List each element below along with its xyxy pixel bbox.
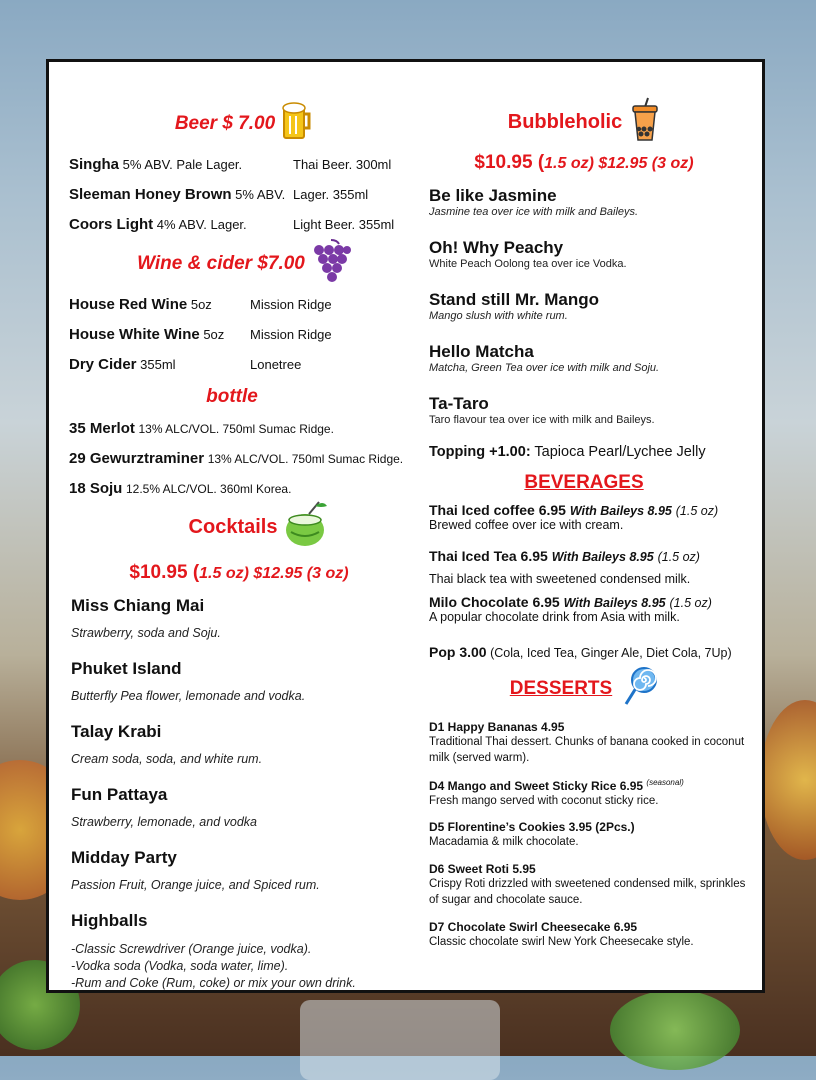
- price-small-unit: 1.5 oz): [544, 155, 594, 172]
- list-item: [429, 394, 749, 444]
- left-column: [69, 102, 409, 992]
- right-column: [429, 102, 749, 950]
- item-detail: 5% ABV. Pale Lager.: [122, 157, 243, 172]
- bubble-title: Bubbleholic: [507, 110, 623, 133]
- list-item: [429, 920, 749, 950]
- list-item: [429, 290, 749, 342]
- item-name: Miss Chiang Mai: [71, 596, 205, 615]
- item-note: Lonetree: [250, 357, 302, 372]
- item-name: Ta-Taro: [429, 394, 489, 413]
- list-item: [69, 150, 409, 180]
- item-note: Thai Beer. 300ml: [293, 157, 392, 172]
- list-item: [71, 785, 409, 848]
- mint-deco-right: [610, 990, 740, 1070]
- beverages-heading: [419, 472, 749, 494]
- bubble-list: [429, 186, 749, 460]
- list-item: [71, 659, 409, 722]
- list-item: [71, 848, 409, 911]
- item-desc: Traditional Thai dessert. Chunks of banana cooked in coconut milk (served warm).: [429, 736, 745, 764]
- beer-list: [69, 150, 409, 240]
- item-detail: 4% ABV. Lager.: [156, 217, 247, 232]
- item-desc: Jasmine tea over ice with milk and Baileys.: [429, 206, 639, 218]
- item-tag: (seasonal): [646, 778, 684, 787]
- wine-title: Wine & cider $7.00: [137, 253, 305, 274]
- item-name: House Red Wine: [69, 296, 188, 313]
- cocktails-heading: [109, 500, 409, 554]
- list-item: [429, 342, 749, 394]
- item-desc: Macadamia & milk chocolate.: [429, 836, 579, 848]
- item-desc: Fresh mango served with coconut sticky rice.: [429, 795, 659, 807]
- item-desc: Crispy Roti drizzled with sweetened condensed milk, sprinkles of sugar and chocolate sauce.: [429, 878, 746, 906]
- item-name: Be like Jasmine: [429, 186, 557, 205]
- item-desc: Taro flavour tea over ice with milk and Baileys.: [429, 414, 655, 426]
- grapes-icon: [311, 238, 351, 290]
- item-name: Milo Chocolate 6.95: [429, 594, 560, 610]
- price-small: $10.95 (: [129, 562, 200, 583]
- item-desc: -Vodka soda (Vodka, soda water, lime).: [71, 959, 289, 973]
- item-detail: 13% ALC/VOL. 750ml Sumac Ridge.: [138, 422, 334, 436]
- item-name: D4 Mango and Sweet Sticky Rice 6.95: [429, 779, 644, 793]
- beer-mug-icon: [281, 102, 313, 146]
- item-name: Thai Iced Tea 6.95: [429, 548, 548, 564]
- item-desc: Cream soda, soda, and white rum.: [71, 752, 263, 766]
- list-item: [69, 444, 409, 474]
- item-name: 18 Soju: [69, 480, 123, 497]
- item-extra: With Baileys 8.95: [563, 596, 666, 610]
- pop-line: [429, 644, 749, 660]
- item-desc: A popular chocolate drink from Asia with milk.: [429, 610, 680, 624]
- list-item: [71, 722, 409, 785]
- item-desc: (Cola, Iced Tea, Ginger Ale, Diet Cola, 7Up): [486, 646, 732, 660]
- glass-deco: [300, 1000, 500, 1080]
- item-desc: Thai black tea with sweetened condensed milk.: [429, 572, 691, 586]
- beer-heading: [79, 102, 409, 146]
- fruit-deco-right: [760, 700, 816, 860]
- item-name: Fun Pattaya: [71, 785, 168, 804]
- item-desc: Classic chocolate swirl New York Cheesecake style.: [429, 936, 694, 948]
- item-desc: Strawberry, soda and Soju.: [71, 626, 221, 640]
- list-item: [429, 548, 749, 594]
- list-item: [69, 320, 409, 350]
- item-name: Phuket Island: [71, 659, 182, 678]
- list-item: [71, 911, 409, 992]
- item-name: D1 Happy Bananas 4.95: [429, 720, 565, 734]
- item-note: Light Beer. 355ml: [293, 217, 395, 232]
- cocktail-list: [69, 596, 409, 992]
- item-name: Coors Light: [69, 216, 154, 233]
- desserts-title: DESSERTS: [509, 678, 613, 699]
- item-unit: (1.5 oz): [657, 550, 700, 564]
- item-extra: With Baileys 8.95: [551, 550, 654, 564]
- item-desc: Brewed coffee over ice with cream.: [429, 518, 624, 532]
- item-detail: 5% ABV.: [235, 187, 286, 202]
- menu-card: [46, 59, 765, 993]
- item-name: 35 Merlot: [69, 420, 135, 437]
- item-detail: 355ml: [140, 357, 176, 372]
- item-desc: Matcha, Green Tea over ice with milk and Soju.: [429, 362, 660, 374]
- dessert-list: [429, 720, 749, 950]
- list-item: [429, 594, 749, 640]
- item-desc: Mango slush with white rum.: [429, 310, 568, 322]
- list-item: [429, 720, 749, 778]
- bubble-price: [419, 152, 749, 174]
- item-name: Dry Cider: [69, 356, 137, 373]
- item-name: Highballs: [71, 911, 148, 930]
- wine-heading: [79, 238, 409, 290]
- list-item: [429, 820, 749, 862]
- beer-title: Beer $ 7.00: [174, 113, 276, 134]
- item-name: Sleeman Honey Brown: [69, 186, 232, 203]
- item-name: Pop 3.00: [429, 644, 487, 660]
- item-name: D7 Chocolate Swirl Cheesecake 6.95: [429, 920, 638, 934]
- bottle-heading: [69, 386, 395, 408]
- item-detail: 13% ALC/VOL. 750ml Sumac Ridge.: [207, 452, 404, 466]
- price-small-unit: 1.5 oz): [199, 565, 249, 582]
- item-note: Lager. 355ml: [293, 187, 369, 202]
- item-name: Hello Matcha: [429, 342, 534, 361]
- list-item: [69, 350, 409, 380]
- desserts-heading: [419, 666, 749, 712]
- list-item: [69, 180, 409, 210]
- bubble-heading: [419, 96, 749, 148]
- item-detail: 5oz: [190, 297, 212, 312]
- topping-label: Topping +1.00:: [429, 444, 531, 460]
- item-note: Mission Ridge: [250, 297, 332, 312]
- item-unit: (1.5 oz): [669, 596, 712, 610]
- item-extra: With Baileys 8.95: [569, 504, 672, 518]
- item-detail: 12.5% ALC/VOL. 360ml Korea.: [125, 482, 292, 496]
- item-name: D6 Sweet Roti 5.95: [429, 862, 536, 876]
- price-small: $10.95 (: [474, 152, 545, 173]
- lollipop-icon: [622, 666, 658, 712]
- price-large: $12.95 (3 oz): [248, 565, 349, 582]
- item-name: Talay Krabi: [71, 722, 162, 741]
- item-desc: Passion Fruit, Orange juice, and Spiced rum.: [71, 878, 320, 892]
- list-item: [429, 778, 749, 820]
- list-item: [69, 414, 409, 444]
- item-name: Singha: [69, 156, 120, 173]
- item-name: Midday Party: [71, 848, 177, 867]
- item-name: 29 Gewurztraminer: [69, 450, 205, 467]
- item-name: Thai Iced coffee 6.95: [429, 502, 566, 518]
- item-name: D5 Florentine’s Cookies 3.95 (2Pcs.): [429, 820, 635, 834]
- bubble-tea-icon: [630, 96, 660, 148]
- cocktails-title: Cocktails: [188, 515, 278, 538]
- topping-value: Tapioca Pearl/Lychee Jelly: [530, 444, 706, 460]
- price-large: $12.95 (3 oz): [593, 155, 694, 172]
- list-item: [429, 186, 749, 238]
- item-name: House White Wine: [69, 326, 200, 343]
- list-item: [69, 210, 409, 240]
- bottle-list: [69, 414, 409, 504]
- list-item: [429, 502, 749, 548]
- item-name: Stand still Mr. Mango: [429, 290, 600, 309]
- topping-line: [429, 444, 749, 460]
- list-item: [69, 290, 409, 320]
- item-desc: Butterfly Pea flower, lemonade and vodka.: [71, 689, 306, 703]
- item-note: Mission Ridge: [250, 327, 332, 342]
- cocktails-price: [69, 562, 409, 584]
- beverage-list: [429, 502, 749, 660]
- list-item: [71, 596, 409, 659]
- bottle-title: bottle: [206, 386, 258, 407]
- item-detail: 5oz: [203, 327, 225, 342]
- list-item: [429, 238, 749, 290]
- beverages-title: BEVERAGES: [524, 472, 644, 493]
- list-item: [429, 862, 749, 920]
- item-desc: White Peach Oolong tea over ice Vodka.: [429, 258, 627, 270]
- item-name: Oh! Why Peachy: [429, 238, 564, 257]
- wine-list: [69, 290, 409, 380]
- item-unit: (1.5 oz): [675, 504, 719, 518]
- coconut-drink-icon: [285, 500, 329, 554]
- item-desc: Strawberry, lemonade, and vodka: [71, 815, 257, 829]
- item-desc: -Classic Screwdriver (Orange juice, vodka).: [71, 942, 312, 956]
- item-desc: -Rum and Coke (Rum, coke) or mix your own drink.: [71, 976, 356, 990]
